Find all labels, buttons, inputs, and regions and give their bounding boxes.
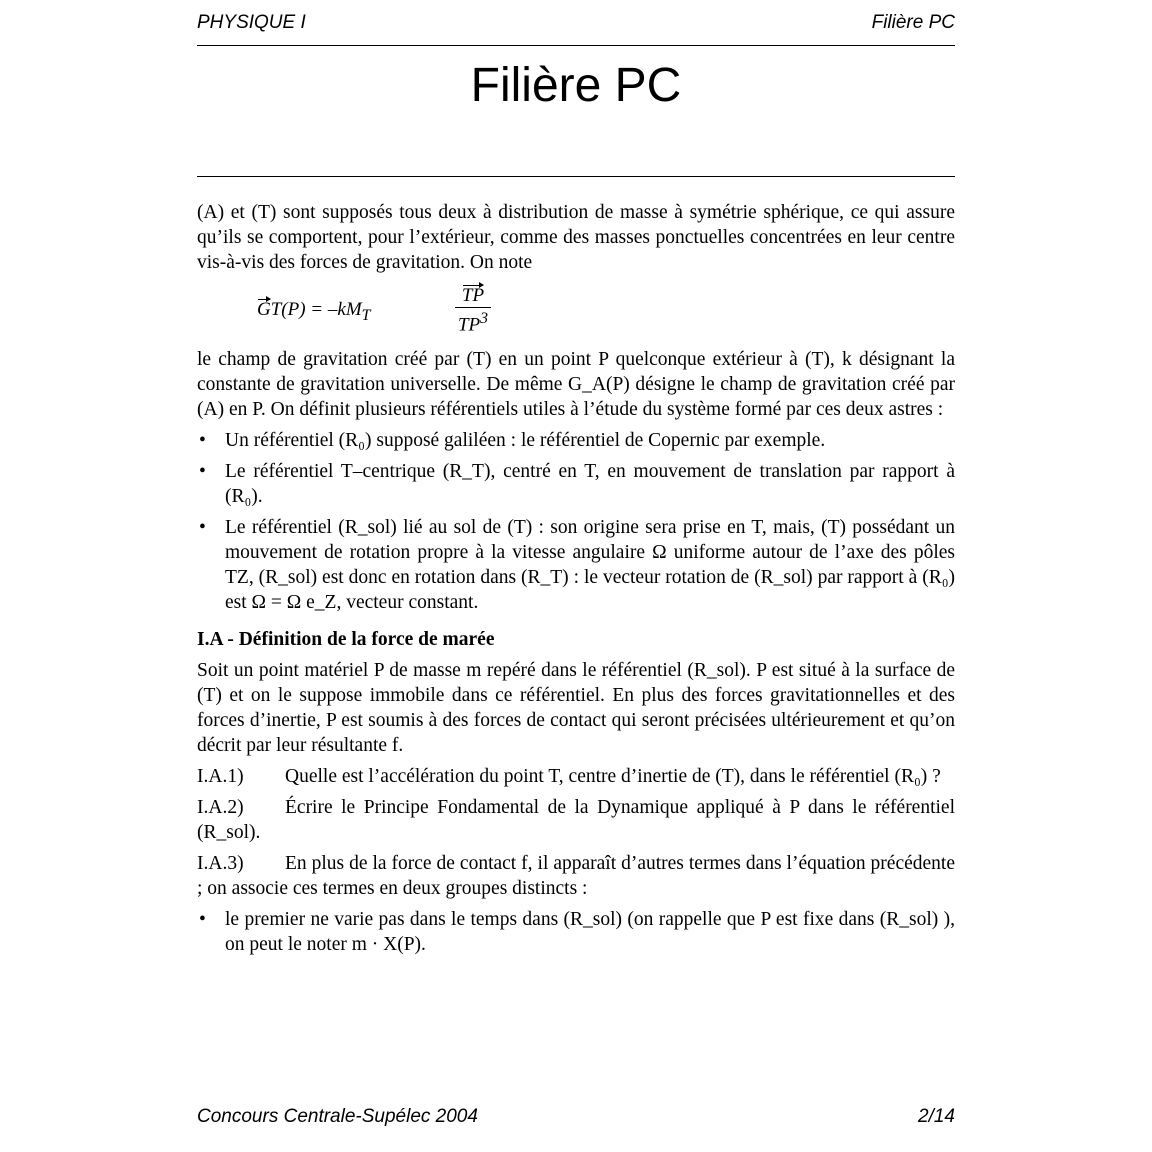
question-ia2 — [197, 795, 955, 845]
header-rule — [197, 45, 955, 46]
question-text: Écrire le Principe Fondamental de la Dynamique appliqué à P dans le référentiel (R_sol). — [197, 797, 955, 843]
page-title: Filière PC — [470, 59, 682, 112]
question-number: I.A.1) — [197, 766, 244, 787]
footer-page-number: 2/14 — [918, 1106, 955, 1127]
question-ia3 — [197, 851, 955, 901]
point-paragraph: Soit un point matériel P de masse m repéré dans le référentiel (R_sol). P est situé à la surface de (T) et on le suppose immobile dans ce référentiel. En plus des forces gravitationnelles et des forces d’inertie, P est soumis à des forces de contact qui seront précisées ultérieurement et qu’on décrit par leur résultante f. — [197, 660, 955, 756]
header-track: Filière PC — [871, 12, 955, 33]
question-text: En plus de la force de contact f, il apparaît d’autres termes dans l’équation précédente ; on associe ces termes en deux groupes distincts : — [197, 853, 955, 899]
section-title: I.A - Définition de la force de marée — [197, 629, 495, 650]
gravitation-formula — [257, 281, 955, 337]
vector-g: G — [257, 299, 271, 320]
intro-paragraph: (A) et (T) sont supposés tous deux à distribution de masse à symétrie sphérique, ce qui assure qu’ils se comportent, pour l’extérieur, comme des masses ponctuelles concentrées en leur centre vis-à-vis des forces de gravitation. On note — [197, 202, 955, 273]
question-number: I.A.3) — [197, 853, 244, 874]
footer-contest: Concours Centrale-Supélec 2004 — [197, 1106, 478, 1127]
formula-fraction — [455, 281, 491, 336]
header-subject: PHYSIQUE I — [197, 12, 306, 33]
question-number: I.A.2) — [197, 797, 244, 818]
list-item: • Un référentiel (R₀) supposé galiléen : le référentiel de Copernic par exemple. — [197, 428, 955, 453]
page-content — [197, 200, 955, 963]
formula-lhs-sub: T — [361, 306, 371, 324]
question-ia1 — [197, 764, 955, 789]
referentials-list — [197, 428, 955, 615]
formula-lhs-rest: T(P) = –kM — [270, 299, 362, 320]
list-item: • Le référentiel (R_sol) lié au sol de (T) : son origine sera prise en T, mais, (T) possédant un mouvement de rotation propre à la vitesse angulaire Ω uniforme autour de l’axe des pôles TZ, (R_sol) est donc en rotation dans (R_T) : le vecteur rotation de (R_sol) par rapport à (R₀) est Ω = Ω e_Z, vecteur constant. — [197, 515, 955, 615]
field-paragraph: le champ de gravitation créé par (T) en un point P quelconque extérieur à (T), k désignant la constante de gravitation universelle. De même G_A(P) désigne le champ de gravitation créé par (A) en P. On définit plusieurs référentiels utiles à l’étude du système formé par ces deux astres : — [197, 349, 955, 420]
formula-numerator: TP — [455, 281, 491, 308]
formula-denominator: $TP^3$ — [457, 310, 489, 336]
title-rule — [197, 176, 955, 177]
list-item: • Le référentiel T–centrique (R_T), centré en T, en mouvement de translation par rapport à (R₀). — [197, 459, 955, 509]
list-item: • le premier ne varie pas dans le temps dans (R_sol) (on rappelle que P est fixe dans (R_sol) ), on peut le noter m · X(P). — [197, 907, 955, 957]
question-text: Quelle est l’accélération du point T, centre d’inertie de (T), dans le référentiel (R₀) ? — [285, 766, 941, 787]
formula-lhs — [257, 297, 370, 328]
terms-list — [197, 907, 955, 957]
